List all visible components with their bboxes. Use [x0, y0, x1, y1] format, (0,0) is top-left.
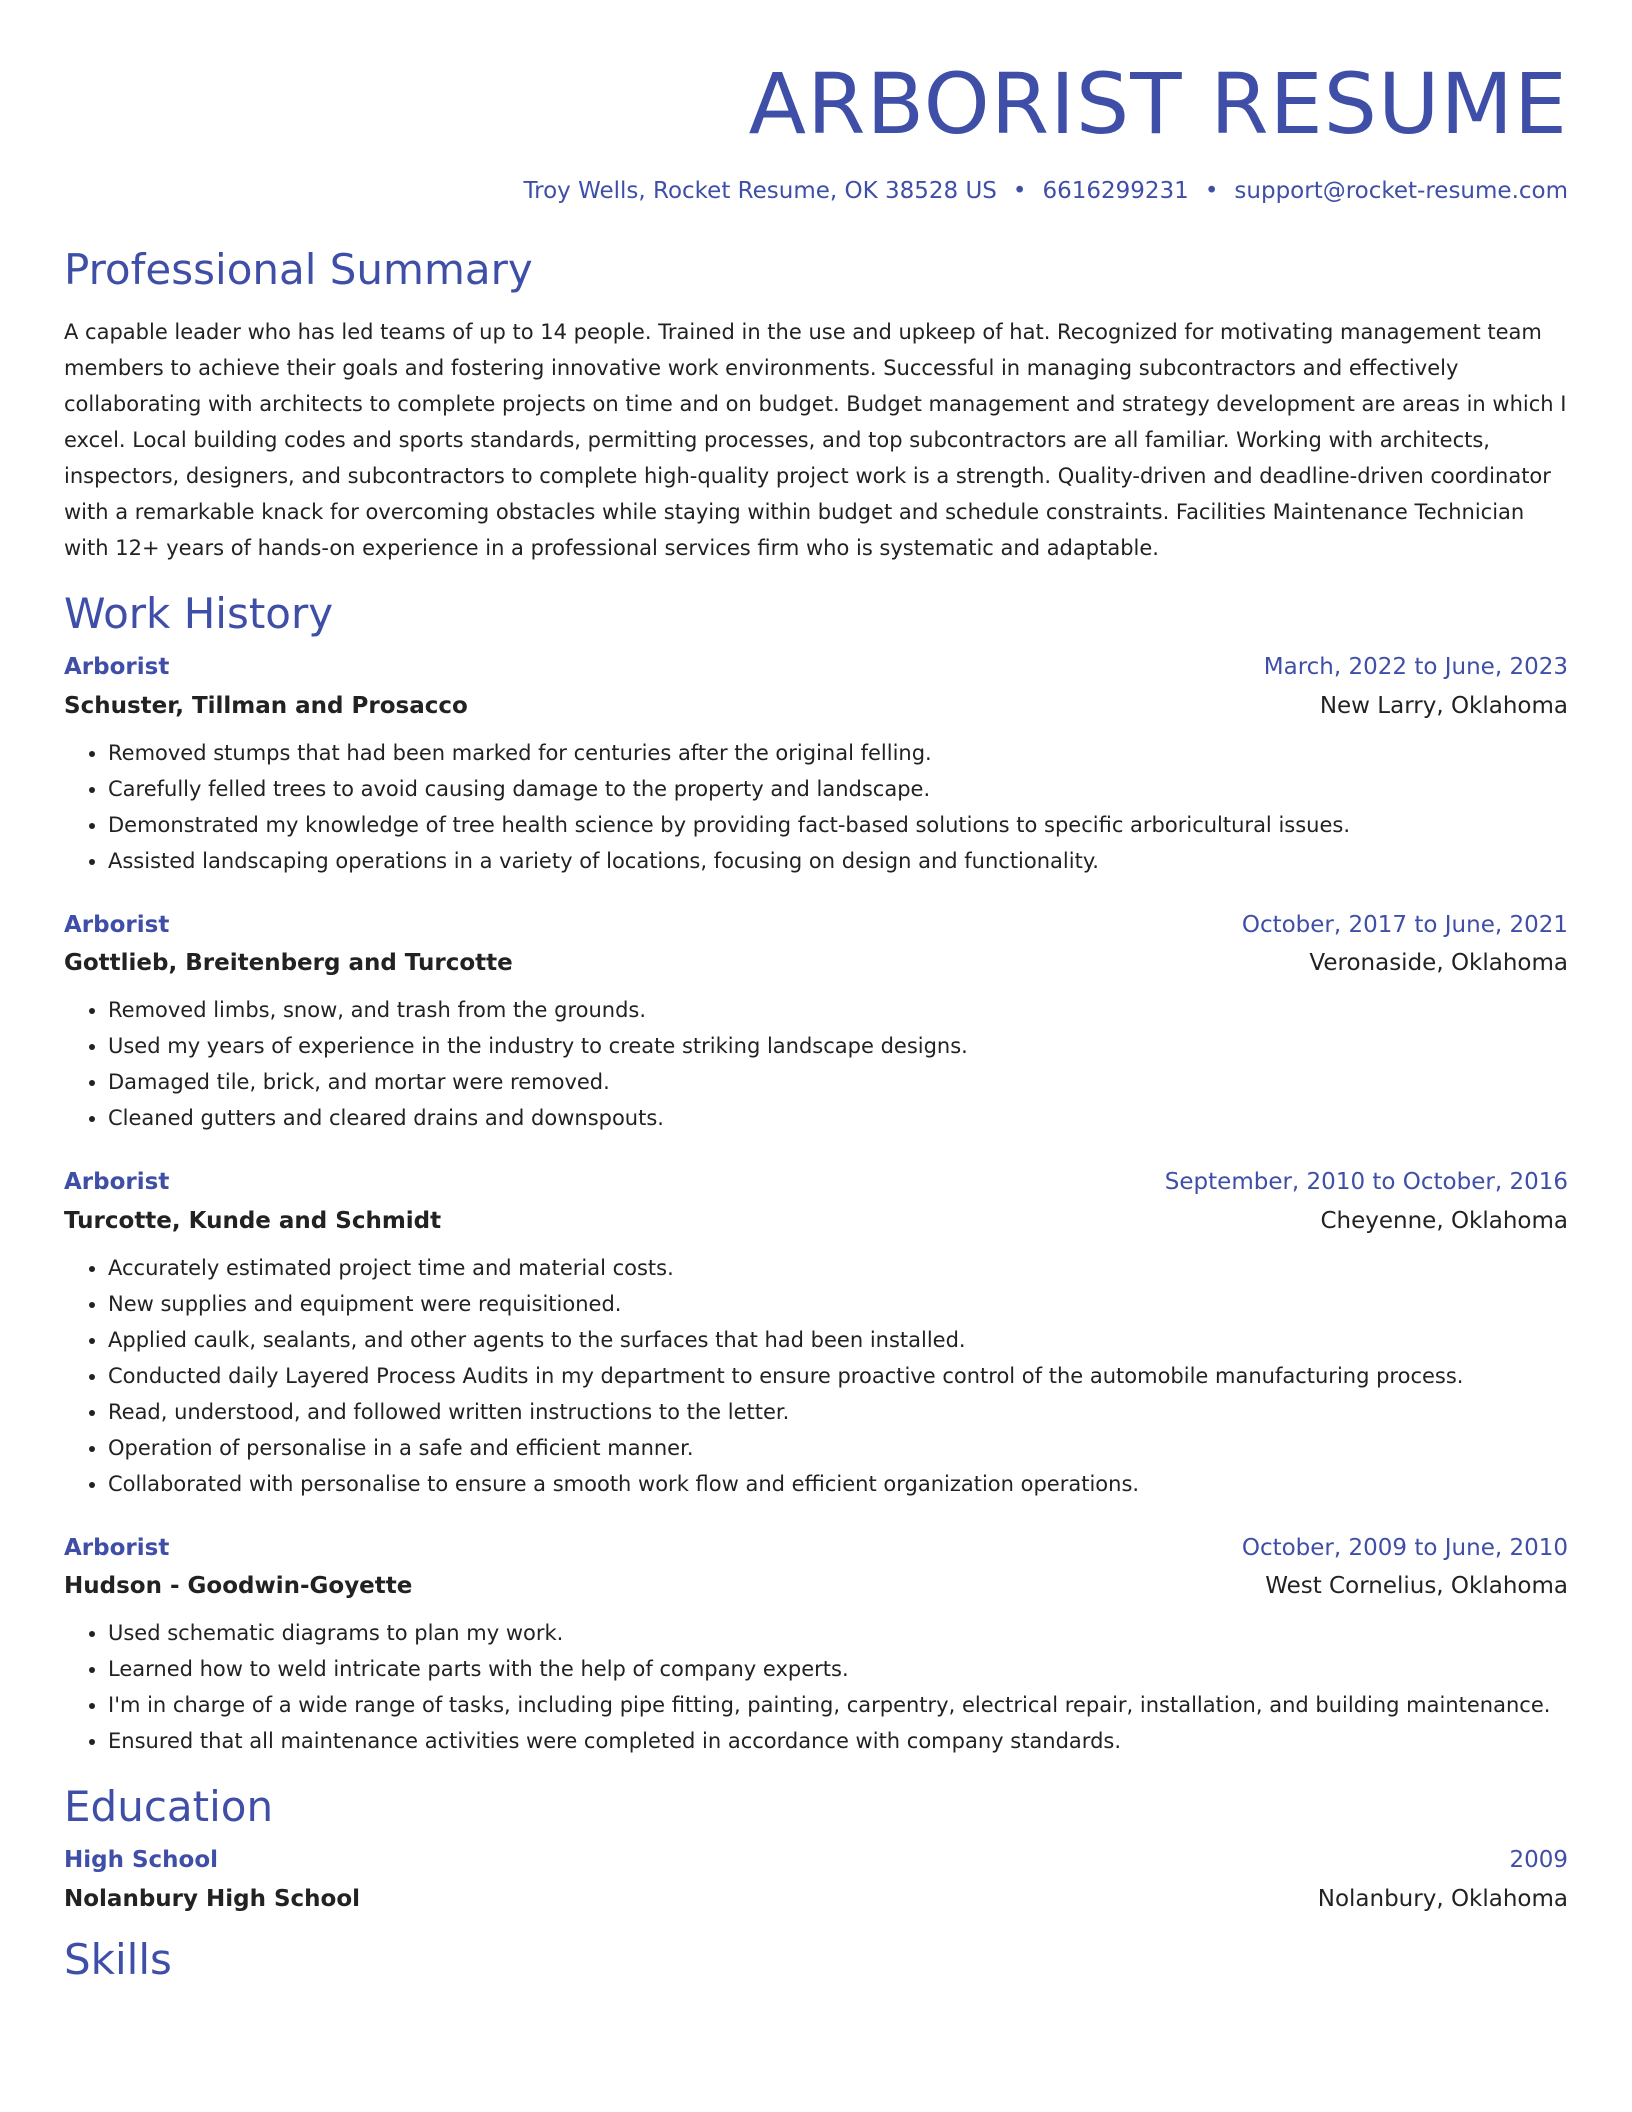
bullet-item: • Used my years of experience in the industry to create striking landscape designs.	[108, 1028, 1568, 1064]
bullet-item: • Accurately estimated project time and material costs.	[108, 1250, 1568, 1286]
bullet-item: • Conducted daily Layered Process Audits in my department to ensure proactive control of the automobile manufacturing process.	[108, 1358, 1568, 1394]
job-dates: October, 2009 to June, 2010	[1241, 1535, 1568, 1561]
summary-text: A capable leader who has led teams of up to 14 people. Trained in the use and upkeep of hat. Recognized for motivating management team members to achieve their goals and fostering innovative work environments. Successful in managing subcontractors and effectively collaborating with architects to complete projects on time and on budget. Budget management and strategy development are areas in which I excel. Local building codes and sports standards, permitting processes, and top subcontractors are all familiar. Working with architects, inspectors, designers, and subcontractors to complete high-quality project work is a strength. Quality-driven and deadline-driven coordinator with a remarkable knack for overcoming obstacles while staying within budget and schedule constraints. Facilities Maintenance Technician with 12+ years of hands-on experience in a professional services firm who is systematic and adaptable.	[64, 320, 1567, 560]
job-bullets	[64, 735, 1568, 879]
bullet-item: • Assisted landscaping operations in a variety of locations, focusing on design and functionality.	[108, 843, 1568, 879]
education-heading: Education	[64, 1782, 274, 1831]
job-title: Arborist	[64, 912, 170, 938]
contact-phone[interactable]: 6616299231	[1042, 178, 1189, 204]
job-entry	[64, 1533, 1568, 1759]
job-entry	[64, 910, 1568, 1136]
school-name: Nolanbury High School	[64, 1886, 361, 1912]
bullet-item: • Collaborated with personalise to ensure a smooth work flow and efficient organization operations.	[108, 1466, 1568, 1502]
job-title: Arborist	[64, 1169, 170, 1195]
job-dates: October, 2017 to June, 2021	[1241, 912, 1568, 938]
resume-title: ARBORIST RESUME	[748, 55, 1568, 153]
bullet-item: • Applied caulk, sealants, and other agents to the surfaces that had been installed.	[108, 1322, 1568, 1358]
bullet-item: • Removed stumps that had been marked for centuries after the original felling.	[108, 735, 1568, 771]
work-history-heading: Work History	[64, 589, 334, 638]
job-title: Arborist	[64, 1535, 170, 1561]
bullet-item: • Cleaned gutters and cleared drains and downspouts.	[108, 1100, 1568, 1136]
skills-heading: Skills	[64, 1935, 172, 1984]
contact-separator: •	[1204, 178, 1219, 204]
bullet-item: • Carefully felled trees to avoid causing damage to the property and landscape.	[108, 771, 1568, 807]
contact-line	[64, 176, 1568, 206]
bullet-item: • Operation of personalise in a safe and efficient manner.	[108, 1430, 1568, 1466]
bullet-item: • Learned how to weld intricate parts with the help of company experts.	[108, 1651, 1568, 1687]
company-name: Hudson - Goodwin-Goyette	[64, 1573, 413, 1599]
company-name: Gottlieb, Breitenberg and Turcotte	[64, 950, 513, 976]
education-entry	[64, 1845, 1568, 1914]
resume-page	[64, 0, 1568, 1986]
job-entry	[64, 652, 1568, 879]
school-location: Nolanbury, Oklahoma	[1317, 1886, 1568, 1912]
degree: High School	[64, 1847, 219, 1873]
bullet-item: • I'm in charge of a wide range of tasks, including pipe fitting, painting, carpentry, electrical repair, installation, and building maintenance.	[108, 1687, 1568, 1723]
job-location: Cheyenne, Oklahoma	[1320, 1208, 1568, 1234]
job-bullets	[64, 1615, 1568, 1759]
job-bullets	[64, 992, 1568, 1136]
summary-heading: Professional Summary	[64, 245, 533, 294]
bullet-item: • Ensured that all maintenance activities were completed in accordance with company standards.	[108, 1723, 1568, 1759]
bullet-item: • New supplies and equipment were requisitioned.	[108, 1286, 1568, 1322]
company-name: Turcotte, Kunde and Schmidt	[64, 1208, 442, 1234]
bullet-item: • Used schematic diagrams to plan my work.	[108, 1615, 1568, 1651]
contact-email[interactable]: support@rocket-resume.com	[1234, 178, 1568, 204]
job-dates: September, 2010 to October, 2016	[1164, 1169, 1568, 1195]
job-location: New Larry, Oklahoma	[1319, 693, 1568, 719]
bullet-item: • Demonstrated my knowledge of tree health science by providing fact-based solutions to specific arboricultural issues.	[108, 807, 1568, 843]
job-dates: March, 2022 to June, 2023	[1263, 654, 1568, 680]
job-entry	[64, 1167, 1568, 1502]
contact-separator: •	[1012, 178, 1027, 204]
job-bullets	[64, 1250, 1568, 1502]
contact-address: Troy Wells, Rocket Resume, OK 38528 US	[523, 178, 997, 204]
bullet-item: • Damaged tile, brick, and mortar were removed.	[108, 1064, 1568, 1100]
job-title: Arborist	[64, 654, 170, 680]
job-location: Veronaside, Oklahoma	[1309, 950, 1568, 976]
graduation-year: 2009	[1509, 1847, 1568, 1873]
bullet-item: • Removed limbs, snow, and trash from the grounds.	[108, 992, 1568, 1028]
company-name: Schuster, Tillman and Prosacco	[64, 693, 468, 719]
bullet-item: • Read, understood, and followed written instructions to the letter.	[108, 1394, 1568, 1430]
job-location: West Cornelius, Oklahoma	[1265, 1573, 1568, 1599]
